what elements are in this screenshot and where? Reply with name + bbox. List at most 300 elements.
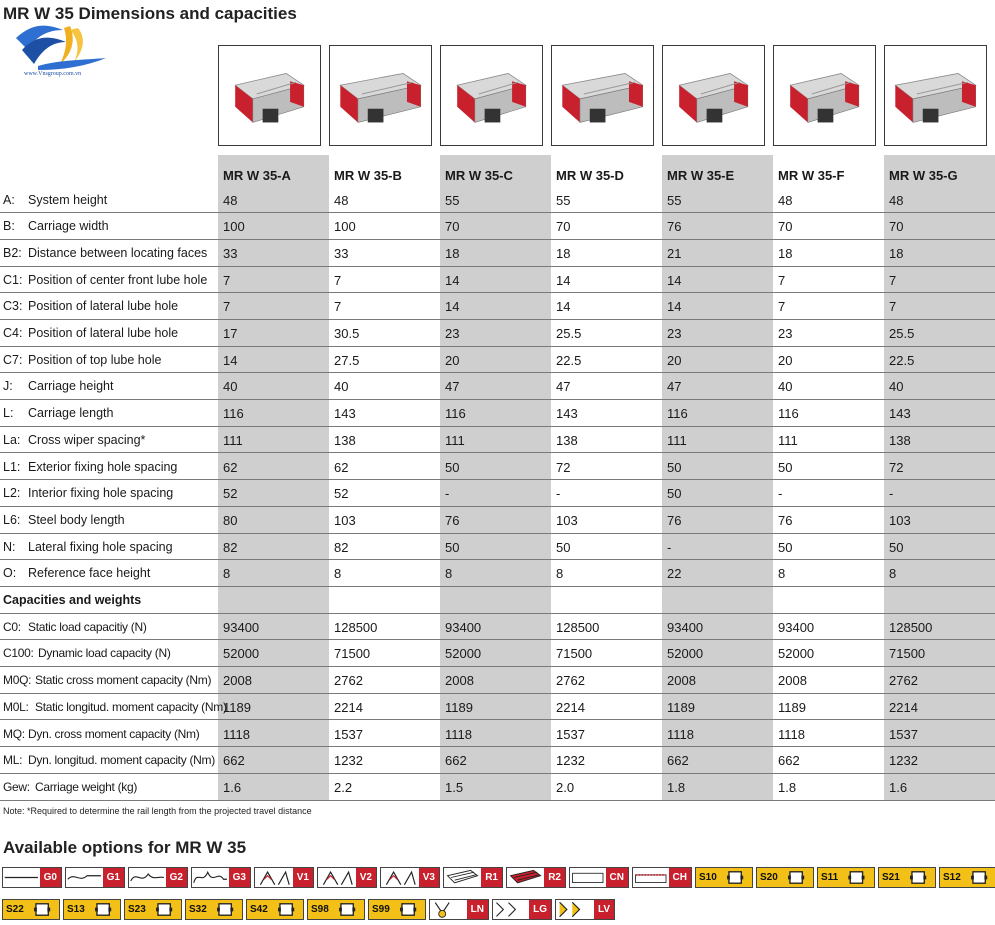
table-cell: 662	[223, 753, 245, 769]
table-cell: 48	[334, 192, 349, 208]
table-cell: 40	[889, 379, 904, 395]
table-row	[0, 667, 995, 694]
row-description: Interior fixing hole spacing	[28, 486, 174, 501]
option-code: S32	[186, 900, 209, 919]
row-label	[3, 540, 173, 554]
table-cell: 1118	[223, 726, 250, 742]
row-label	[3, 460, 177, 474]
table-cell: 2.0	[556, 779, 575, 795]
table-cell: 8	[223, 566, 231, 582]
option-badge-cn	[569, 867, 629, 888]
row-code: B:	[3, 219, 15, 234]
table-row	[0, 534, 995, 561]
row-description: Position of lateral lube hole	[28, 299, 179, 314]
table-row	[0, 694, 995, 721]
row-description: Carriage weight (kg)	[35, 779, 138, 794]
table-cell: 111	[223, 432, 243, 448]
table-cell: 116	[445, 406, 466, 422]
row-label	[3, 433, 145, 447]
option-badge-s22	[2, 899, 60, 920]
option-cn-icon	[570, 868, 606, 887]
row-code: Gew:	[3, 779, 30, 794]
option-badge-s10	[695, 867, 753, 888]
option-code: S12	[940, 868, 963, 887]
row-code: L1:	[3, 459, 21, 474]
table-cell: 27.5	[334, 352, 360, 368]
option-badge-s32	[185, 899, 243, 920]
table-cell: 18	[445, 245, 460, 261]
table-cell: 111	[778, 432, 798, 448]
table-cell: 1.8	[667, 779, 686, 795]
table-cell: 2214	[334, 699, 363, 715]
table-cell: 80	[223, 512, 238, 528]
option-s11-icon	[840, 868, 874, 887]
option-badge-s12	[939, 867, 995, 888]
row-label	[3, 406, 113, 420]
row-description: Lateral fixing hole spacing	[28, 539, 173, 554]
option-badge-g2	[128, 867, 188, 888]
table-row	[0, 614, 995, 641]
table-cell: 2762	[334, 673, 363, 689]
table-cell: 14	[667, 272, 682, 288]
option-s21-icon	[902, 868, 935, 887]
table-cell: 55	[445, 192, 460, 208]
table-cell: 1189	[778, 699, 806, 715]
option-code: LG	[529, 900, 551, 919]
row-code: ML:	[3, 753, 23, 768]
column-header: MR W 35-B	[334, 168, 402, 183]
option-code: LV	[594, 900, 614, 919]
table-cell: 1.5	[445, 779, 464, 795]
option-badge-s11	[817, 867, 875, 888]
option-badge-r1	[443, 867, 503, 888]
carriage-photo	[440, 45, 543, 146]
table-row	[0, 187, 995, 214]
table-cell: 103	[556, 512, 578, 528]
row-description: Distance between locating faces	[28, 245, 208, 260]
option-badge-s13	[63, 899, 121, 920]
table-cell: 50	[889, 539, 904, 555]
table-cell: 7	[223, 299, 231, 315]
option-s22-icon	[26, 900, 59, 919]
table-cell: 2762	[556, 673, 585, 689]
row-label	[3, 566, 150, 580]
carriage-photo	[662, 45, 765, 146]
table-cell: -	[889, 486, 894, 502]
table-cell: 23	[667, 326, 682, 341]
option-code: V2	[356, 868, 376, 887]
table-row	[0, 347, 995, 374]
row-description: Carriage height	[28, 379, 114, 394]
table-row	[0, 507, 995, 534]
table-cell: 7	[778, 299, 786, 315]
row-code: L6:	[3, 512, 21, 527]
row-label	[3, 219, 109, 233]
table-cell: -	[667, 539, 672, 555]
table-cell: 48	[889, 192, 904, 208]
row-label	[3, 353, 161, 367]
table-cell: 116	[223, 406, 244, 422]
section-label: Capacities and weights	[3, 593, 142, 607]
table-cell: 50	[445, 539, 460, 555]
option-s42-icon	[270, 900, 303, 919]
table-footnote: Note: *Required to determine the rail length from the projected travel distance	[3, 806, 312, 816]
option-badge-v2	[317, 867, 377, 888]
table-cell: 116	[778, 406, 799, 422]
row-description: Cross wiper spacing*	[28, 432, 146, 447]
table-cell: 62	[223, 459, 238, 475]
row-label	[3, 727, 199, 741]
option-code: S11	[818, 868, 840, 887]
table-cell: 17	[223, 326, 238, 341]
table-cell: 18	[778, 245, 793, 261]
row-code: C3:	[3, 299, 23, 314]
table-row	[0, 454, 995, 481]
table-row	[0, 560, 995, 587]
table-cell: 2762	[889, 673, 918, 689]
table-cell: 1118	[778, 726, 805, 742]
table-cell: 1232	[889, 753, 918, 769]
table-cell: 14	[556, 272, 571, 288]
row-label	[3, 326, 178, 340]
option-code: G2	[166, 868, 187, 887]
table-cell: 1189	[667, 699, 695, 715]
row-code: N:	[3, 539, 16, 554]
option-badge-g0	[2, 867, 62, 888]
option-badge-s23	[124, 899, 182, 920]
table-cell: 55	[667, 192, 682, 208]
table-cell: 662	[667, 753, 689, 769]
table-cell: 2008	[223, 673, 252, 689]
table-cell: 71500	[889, 646, 926, 662]
table-cell: 23	[778, 326, 793, 341]
table-cell: 1232	[556, 753, 585, 769]
table-cell: 40	[334, 379, 349, 395]
option-badge-s20	[756, 867, 814, 888]
row-code: La:	[3, 432, 21, 447]
table-row	[0, 721, 995, 748]
table-cell: 1.6	[889, 779, 908, 795]
table-cell: 20	[667, 352, 682, 368]
table-cell: 21	[667, 245, 682, 261]
table-row	[0, 480, 995, 507]
option-r2-icon	[507, 868, 544, 887]
table-cell: 2008	[778, 673, 807, 689]
option-code: R2	[544, 868, 565, 887]
table-cell: 2008	[667, 673, 696, 689]
row-description: Exterior fixing hole spacing	[28, 459, 178, 474]
table-cell: 33	[223, 245, 238, 261]
option-g3-icon	[192, 868, 229, 887]
row-label	[3, 299, 178, 313]
table-cell: 7	[223, 272, 231, 288]
table-cell: 72	[889, 459, 904, 475]
table-cell: 25.5	[556, 326, 582, 341]
table-cell: 47	[556, 379, 571, 395]
option-code: S13	[64, 900, 87, 919]
table-cell: 20	[445, 352, 460, 368]
row-description: Dynamic load capacity (N)	[38, 646, 171, 661]
table-row	[0, 293, 995, 320]
table-cell: 1537	[334, 726, 363, 742]
option-r1-icon	[444, 868, 481, 887]
table-cell: 76	[667, 219, 682, 235]
option-s23-icon	[148, 900, 181, 919]
table-cell: 70	[445, 219, 460, 235]
table-cell: 103	[334, 512, 356, 528]
option-lv-icon	[556, 900, 594, 919]
table-cell: 70	[556, 219, 571, 235]
table-cell: 1537	[889, 726, 918, 742]
table-cell: 8	[334, 566, 342, 582]
row-code: C7:	[3, 352, 23, 367]
table-cell: 22	[667, 566, 682, 582]
row-description: Position of center front lube hole	[28, 272, 208, 287]
row-label	[3, 486, 173, 500]
table-cell: 82	[223, 539, 238, 555]
table-cell: 30.5	[334, 326, 360, 341]
column-header: MR W 35-E	[667, 168, 735, 183]
table-cell: 93400	[223, 619, 260, 635]
row-code: A:	[3, 192, 15, 207]
table-row	[0, 640, 995, 667]
table-cell: 55	[556, 192, 571, 208]
option-badge-v1	[254, 867, 314, 888]
option-code: S10	[696, 868, 719, 887]
table-cell: 50	[445, 459, 460, 475]
table-cell: 22.5	[556, 352, 582, 368]
table-cell: 33	[334, 245, 349, 261]
logo-url: www.Vnsgroup.com.vn	[24, 71, 82, 77]
option-badge-g1	[65, 867, 125, 888]
table-cell: 52000	[223, 646, 260, 662]
column-header: MR W 35-D	[556, 168, 624, 183]
column-header: MR W 35-F	[778, 168, 845, 183]
carriage-photo	[329, 45, 432, 146]
table-cell: 1189	[445, 699, 473, 715]
table-row	[0, 267, 995, 294]
table-cell: 1.6	[223, 779, 242, 795]
table-cell: 128500	[556, 619, 600, 635]
table-cell: 50	[667, 486, 682, 502]
row-code: MQ:	[3, 726, 25, 741]
table-cell: 138	[556, 432, 578, 448]
option-code: CN	[606, 868, 628, 887]
row-description: Dyn. longitud. moment capacity (Nm)	[28, 753, 215, 768]
table-cell: 8	[889, 566, 897, 582]
option-badge-r2	[506, 867, 566, 888]
option-badge-g3	[191, 867, 251, 888]
row-code: C0:	[3, 619, 21, 634]
table-cell: 14	[445, 299, 460, 315]
table-cell: 116	[667, 406, 688, 422]
table-cell: 20	[778, 352, 793, 368]
table-cell: 62	[334, 459, 349, 475]
table-cell: 52	[223, 486, 238, 502]
table-cell: 143	[334, 406, 356, 422]
carriage-photo	[551, 45, 654, 146]
table-cell: 76	[445, 512, 460, 528]
options-title: Available options for MR W 35	[3, 838, 247, 857]
row-description: Reference face height	[28, 566, 151, 581]
row-description: Position of lateral lube hole	[28, 326, 179, 340]
table-cell: 14	[445, 272, 460, 288]
row-label	[3, 513, 125, 527]
carriage-photo	[218, 45, 321, 146]
table-cell: 111	[667, 432, 687, 448]
option-badge-s98	[307, 899, 365, 920]
option-s12-icon	[963, 868, 995, 887]
table-row	[0, 213, 995, 240]
table-cell: 143	[556, 406, 578, 422]
option-s32-icon	[209, 900, 242, 919]
table-cell: 70	[889, 219, 904, 235]
row-description: Carriage length	[28, 406, 114, 421]
option-s13-icon	[87, 900, 120, 919]
option-badge-lg	[492, 899, 552, 920]
table-cell: 18	[889, 245, 904, 261]
row-label	[3, 780, 137, 794]
table-cell: 22.5	[889, 352, 915, 368]
table-cell: 47	[667, 379, 682, 395]
row-code: M0L:	[3, 699, 29, 714]
table-cell: 93400	[778, 619, 815, 635]
table-cell: 7	[889, 299, 897, 315]
row-description: System height	[28, 192, 108, 207]
option-badge-s99	[368, 899, 426, 920]
row-code: M0Q:	[3, 673, 32, 688]
option-code: S20	[757, 868, 780, 887]
table-cell: 1537	[556, 726, 585, 742]
table-cell: 1118	[667, 726, 694, 742]
table-cell: 50	[667, 459, 682, 475]
option-code: V3	[419, 868, 439, 887]
table-cell: 52000	[778, 646, 815, 662]
page-title: MR W 35 Dimensions and capacities	[3, 4, 297, 23]
table-cell: -	[556, 486, 561, 502]
option-code: G1	[103, 868, 124, 887]
table-cell: 52	[334, 486, 349, 502]
option-g1-icon	[66, 868, 103, 887]
row-description: Dyn. cross moment capacity (Nm)	[28, 726, 200, 741]
table-cell: 93400	[445, 619, 482, 635]
row-code: O:	[3, 566, 17, 581]
table-cell: 76	[667, 512, 682, 528]
table-cell: 128500	[334, 619, 378, 635]
column-header: MR W 35-G	[889, 168, 958, 183]
table-cell: 48	[778, 192, 793, 208]
table-cell: 1118	[445, 726, 472, 742]
table-cell: 2.2	[334, 779, 353, 795]
row-description: Static cross moment capacity (Nm)	[35, 673, 212, 688]
option-code: S42	[247, 900, 270, 919]
option-code: S98	[308, 900, 331, 919]
table-cell: 662	[778, 753, 800, 769]
option-code: LN	[467, 900, 488, 919]
table-cell: 143	[889, 406, 911, 422]
table-cell: 128500	[889, 619, 933, 635]
option-ch-icon	[633, 868, 669, 887]
table-cell: 47	[445, 379, 460, 395]
table-cell: 1189	[223, 699, 251, 715]
table-row	[0, 400, 995, 427]
option-badge-ln	[429, 899, 489, 920]
section-row	[0, 587, 995, 614]
option-code: CH	[669, 868, 691, 887]
column-header: MR W 35-C	[445, 168, 513, 183]
table-cell: 14	[667, 299, 682, 315]
row-label	[3, 620, 147, 634]
option-g2-icon	[129, 868, 166, 887]
table-cell: 7	[778, 272, 786, 288]
table-cell: 52000	[445, 646, 482, 662]
table-cell: 100	[223, 219, 245, 235]
table-cell: 2214	[889, 699, 918, 715]
row-label	[3, 646, 171, 660]
table-cell: 82	[334, 539, 349, 555]
table-cell: 71500	[556, 646, 593, 662]
table-cell: 8	[445, 566, 453, 582]
option-badge-ch	[632, 867, 692, 888]
table-cell: 25.5	[889, 326, 915, 341]
option-ln-icon	[430, 900, 467, 919]
row-label	[3, 273, 207, 287]
option-v2-icon	[318, 868, 356, 887]
table-cell: 111	[445, 432, 465, 448]
option-code: V1	[293, 868, 313, 887]
table-row	[0, 774, 995, 801]
table-cell: 50	[778, 539, 793, 555]
table-cell: 138	[889, 432, 911, 448]
row-description: Carriage width	[28, 219, 109, 234]
row-code: J:	[3, 379, 13, 394]
table-cell: 7	[334, 272, 342, 288]
table-cell: 76	[778, 512, 793, 528]
row-label	[3, 673, 211, 687]
table-cell: 50	[778, 459, 793, 475]
row-label	[3, 193, 107, 207]
option-v3-icon	[381, 868, 419, 887]
row-description: Static longitud. moment capacity (Nm)	[35, 699, 227, 714]
option-g0-icon	[3, 868, 40, 887]
table-cell: 71500	[334, 646, 371, 662]
row-code: L:	[3, 406, 14, 421]
table-cell: 18	[556, 245, 571, 261]
table-cell: 100	[334, 219, 356, 235]
row-label	[3, 246, 207, 260]
option-code: S21	[879, 868, 902, 887]
table-cell: -	[445, 486, 450, 502]
option-code: R1	[481, 868, 502, 887]
row-label	[3, 700, 227, 714]
table-row	[0, 373, 995, 400]
option-s20-icon	[780, 868, 813, 887]
table-cell: 2214	[556, 699, 585, 715]
table-cell: 93400	[667, 619, 704, 635]
table-cell: 103	[889, 512, 911, 528]
table-cell: 8	[556, 566, 564, 582]
option-badge-lv	[555, 899, 615, 920]
table-cell: 8	[778, 566, 786, 582]
row-label	[3, 753, 215, 767]
option-badge-s42	[246, 899, 304, 920]
row-code: C1:	[3, 272, 23, 287]
table-cell: 72	[556, 459, 571, 475]
table-cell: 70	[778, 219, 793, 235]
table-cell: 14	[223, 352, 238, 368]
carriage-photo	[773, 45, 876, 146]
row-description: Steel body length	[28, 512, 125, 527]
